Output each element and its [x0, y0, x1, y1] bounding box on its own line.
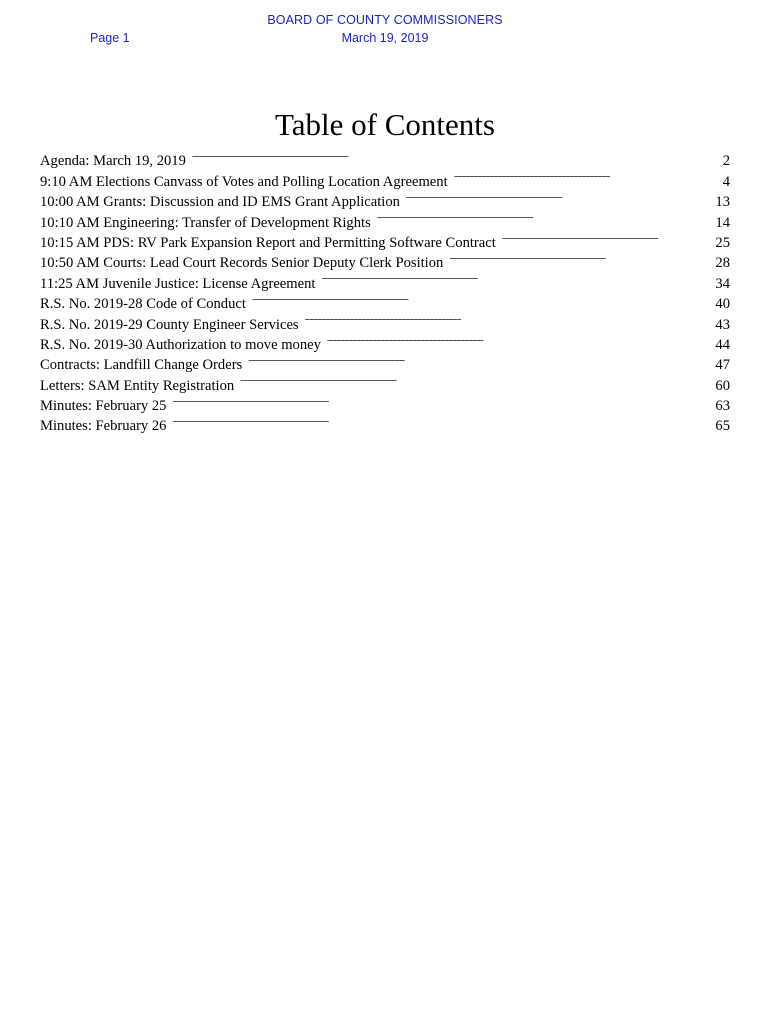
toc-entry[interactable] — [40, 145, 730, 170]
toc-entry-label: Minutes: February 25 — [40, 398, 167, 415]
toc-dot-leader — [454, 165, 720, 185]
toc-entry-page-number: 14 — [715, 214, 730, 231]
toc-entry-page-number: 34 — [715, 275, 730, 292]
toc-entry-label: R.S. No. 2019-28 Code of Conduct — [40, 296, 246, 313]
toc-dot-leader — [252, 288, 712, 308]
toc-dot-leader — [305, 308, 713, 328]
toc-dot-leader — [377, 206, 713, 226]
header-page-number: Page 1 — [90, 31, 130, 45]
toc-entry-page-number: 40 — [715, 296, 730, 313]
page-title: Table of Contents — [275, 107, 495, 142]
toc-entry-label: Agenda: March 19, 2019 — [40, 153, 186, 170]
toc-dot-leader — [240, 369, 712, 389]
toc-entry-page-number: 47 — [715, 357, 730, 374]
table-of-contents — [40, 145, 730, 435]
toc-entry-page-number: 2 — [722, 153, 730, 170]
toc-entry-label: Letters: SAM Entity Registration — [40, 377, 235, 394]
toc-entry-page-number: 43 — [715, 316, 730, 333]
toc-entry-label: 11:25 AM Juvenile Justice: License Agreement — [40, 275, 316, 292]
toc-dot-leader — [172, 390, 712, 410]
toc-entry-page-number: 25 — [715, 234, 730, 251]
header-organization: BOARD OF COUNTY COMMISSIONERS — [267, 13, 503, 27]
toc-entry-label: Minutes: February 26 — [40, 418, 167, 435]
toc-entry-page-number: 4 — [722, 173, 730, 190]
toc-entry-label: 10:15 AM PDS: RV Park Expansion Report and Permitting Software Contract — [40, 234, 496, 251]
toc-dot-leader — [172, 410, 712, 430]
toc-entry-page-number: 63 — [715, 398, 730, 415]
toc-dot-leader — [321, 267, 712, 287]
toc-entry-page-number: 28 — [715, 255, 730, 272]
toc-entry-label: 9:10 AM Elections Canvass of Votes and Polling Location Agreement — [40, 173, 448, 190]
toc-entry-label: 10:50 AM Courts: Lead Court Records Senior Deputy Clerk Position — [40, 255, 444, 272]
toc-entry-page-number: 60 — [715, 377, 730, 394]
toc-entry-page-number: 44 — [715, 336, 730, 353]
toc-entry-page-number: 13 — [715, 194, 730, 211]
toc-entry-label: Contracts: Landfill Change Orders — [40, 357, 243, 374]
toc-dot-leader — [406, 186, 712, 206]
toc-dot-leader — [449, 247, 712, 267]
toc-entry-label: 10:10 AM Engineering: Transfer of Development Rights — [40, 214, 371, 231]
toc-dot-leader — [248, 349, 712, 369]
toc-dot-leader — [327, 329, 712, 349]
toc-entry-label: 10:00 AM Grants: Discussion and ID EMS Grant Application — [40, 194, 400, 211]
toc-dot-leader — [502, 227, 713, 247]
toc-entry-page-number: 65 — [715, 418, 730, 435]
toc-entry-label: R.S. No. 2019-29 County Engineer Services — [40, 316, 299, 333]
toc-entry-label: R.S. No. 2019-30 Authorization to move money — [40, 336, 321, 353]
header-date: March 19, 2019 — [341, 31, 429, 45]
toc-dot-leader — [192, 145, 720, 165]
